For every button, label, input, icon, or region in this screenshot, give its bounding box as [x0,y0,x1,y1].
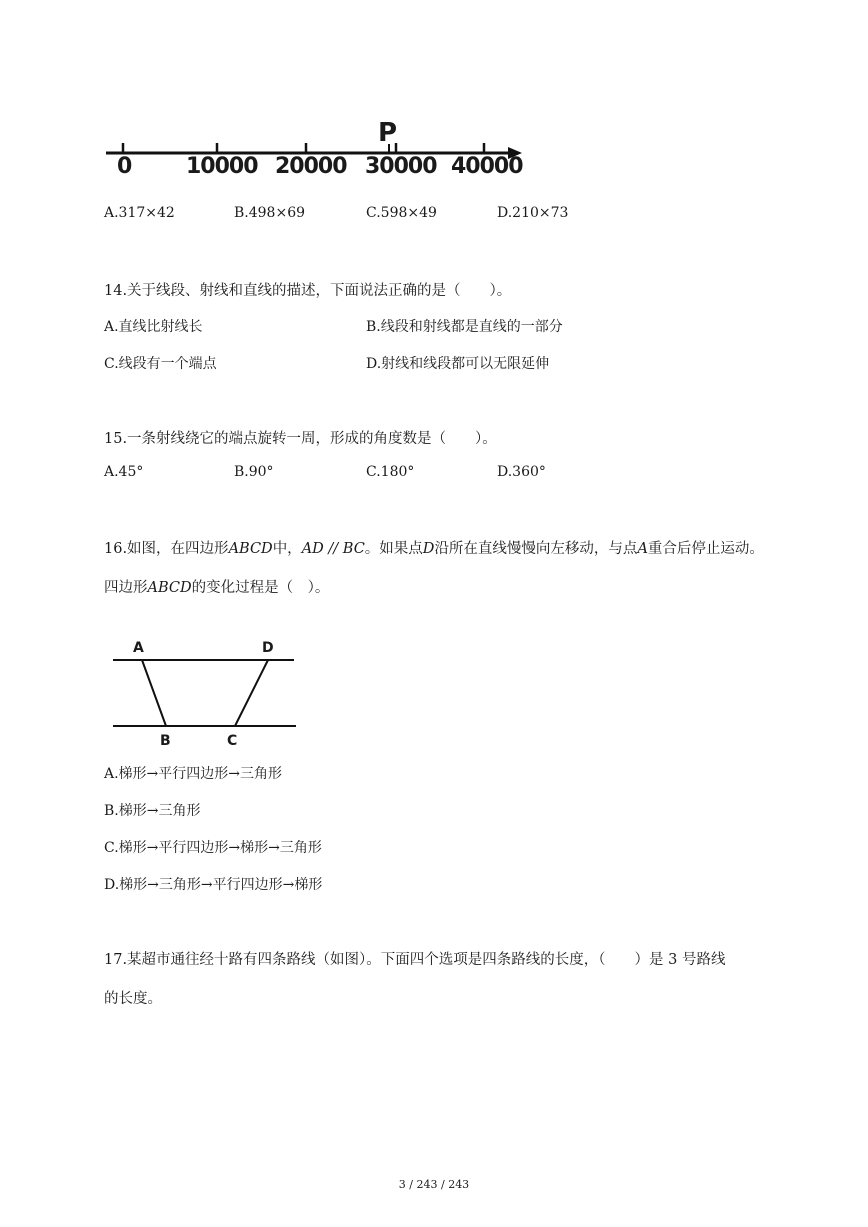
side-dc [235,660,268,726]
tick-label-10000: 10000 [186,154,258,179]
q14-option-c[interactable]: C.线段有一个端点 [104,356,217,372]
q16-stem-line2 [104,576,329,597]
q16-quad-name-2: ABCD [147,580,192,596]
q16-stem-line1 [104,537,764,558]
vertex-c-label: C [227,733,238,749]
tick-label-20000: 20000 [275,154,347,179]
q14-stem: 14.关于线段、射线和直线的描述，下面说法正确的是（ ）。 [104,283,512,299]
tick-label-40000: 40000 [451,154,523,179]
q15-option-b[interactable]: B.90° [234,464,274,480]
q13-option-d[interactable]: D.210×73 [497,205,569,221]
tick-label-0: 0 [117,154,132,179]
q16-text-6: 四边形 [104,580,148,596]
q13-option-c[interactable]: C.598×49 [366,205,437,221]
q14-option-a[interactable]: A.直线比射线长 [104,319,203,335]
q16-option-b[interactable]: B.梯形→三角形 [104,803,201,819]
q16-point-d: D [422,541,435,557]
q15-stem: 15.一条射线绕它的端点旋转一周，形成的角度数是（ ）。 [104,431,497,447]
point-p-label: P [378,118,397,148]
q16-text-3: 。如果点 [364,541,423,557]
q17-stem-line2: 的长度。 [104,991,162,1007]
q13-option-b[interactable]: B.498×69 [234,205,306,221]
q16-option-a[interactable]: A.梯形→平行四边形→三角形 [104,766,283,782]
side-ab [142,660,166,726]
vertex-b-label: B [160,733,171,749]
q16-text-2: 中， [272,541,302,557]
q16-text-4: 沿所在直线慢慢向左移动，与点 [434,541,638,557]
q16-quad-name: ABCD [228,541,273,557]
q14-option-b[interactable]: B.线段和射线都是直线的一部分 [366,319,563,335]
q16-point-a: A [637,541,648,557]
q16-text-5: 重合后停止运动。 [647,541,764,557]
q16-option-c[interactable]: C.梯形→平行四边形→梯形→三角形 [104,840,322,856]
q16-text-7: 的变化过程是（ ）。 [191,580,330,596]
q15-option-a[interactable]: A.45° [104,464,144,480]
q13-option-a[interactable]: A.317×42 [104,205,175,221]
tick-label-30000: 30000 [365,154,437,179]
q16-option-d[interactable]: D.梯形→三角形→平行四边形→梯形 [104,877,323,893]
page-number-footer: 3 / 243 / 243 [398,1178,470,1191]
q16-parallel-expr: AD // BC [301,541,365,557]
vertex-d-label: D [262,640,274,656]
q15-option-d[interactable]: D.360° [497,464,546,480]
q14-option-d[interactable]: D.射线和线段都可以无限延伸 [366,356,550,372]
q15-option-c[interactable]: C.180° [366,464,415,480]
q16-text-1: 16.如图，在四边形 [104,541,229,557]
vertex-a-label: A [133,640,144,656]
q17-stem-line1: 17.某超市通往经十路有四条路线（如图）。下面四个选项是四条路线的长度，（ ）是 3 号路线 [104,952,726,968]
